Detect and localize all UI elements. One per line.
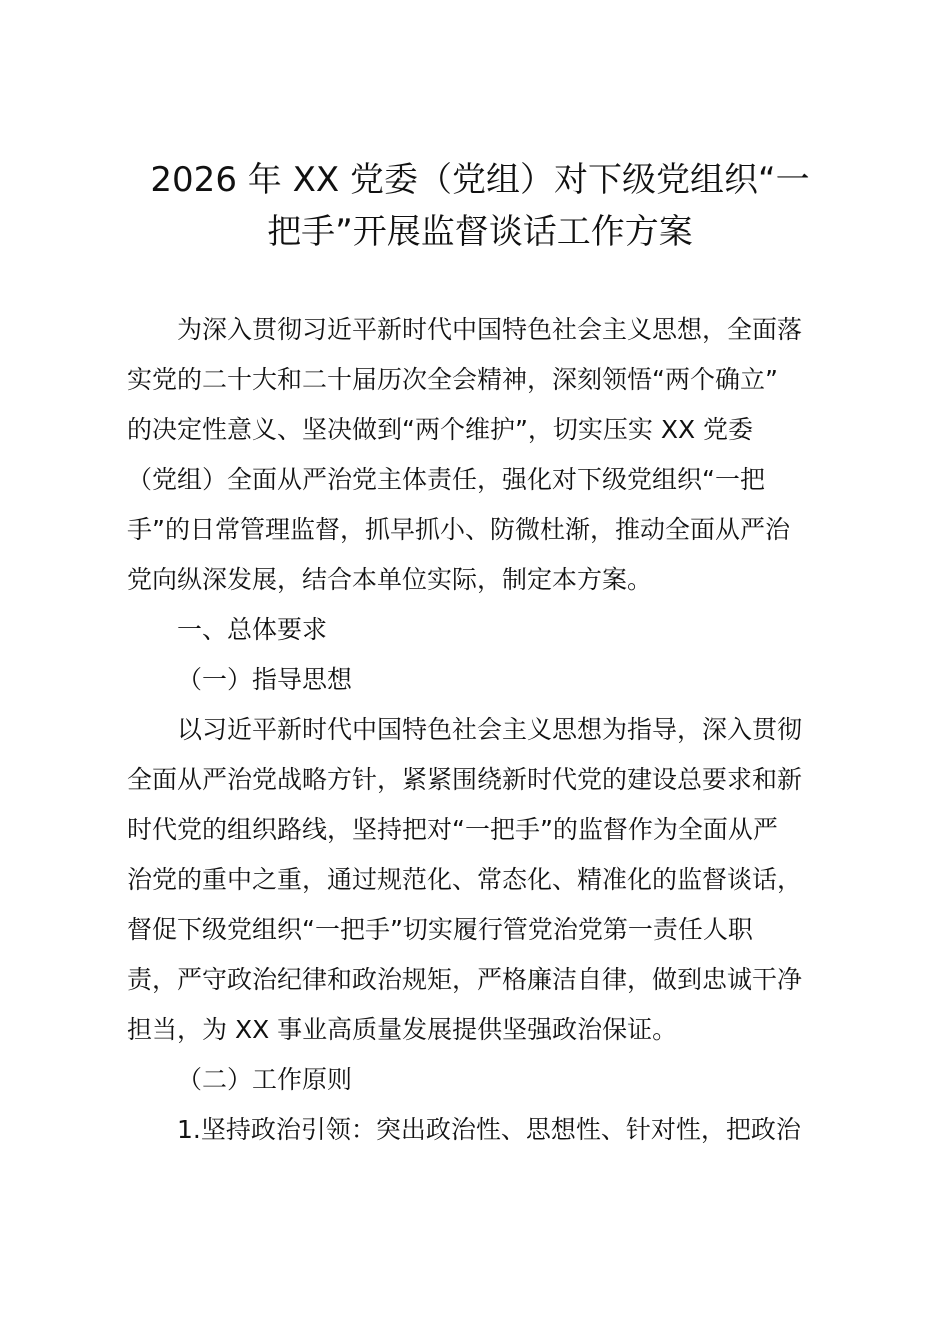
intro-paragraph-line: 的决定性意义、坚决做到“两个维护”，切实压实 XX 党委: [127, 415, 754, 444]
intro-paragraph-line: 为深入贯彻习近平新时代中国特色社会主义思想，全面落: [177, 315, 803, 344]
guiding-thought-line: 责，严守政治纪律和政治规矩，严格廉洁自律，做到忠诚干净: [127, 965, 803, 994]
document-title-line-1: 2026 年 XX 党委（党组）对下级党组织“一: [150, 160, 810, 200]
intro-paragraph-line: 实党的二十大和二十届历次全会精神，深刻领悟“两个确立”: [127, 365, 778, 394]
guiding-thought-line: 时代党的组织路线，坚持把对“一把手”的监督作为全面从严: [127, 815, 778, 844]
intro-paragraph-line: 党向纵深发展，结合本单位实际，制定本方案。: [127, 565, 653, 594]
guiding-thought-line: 担当，为 XX 事业高质量发展提供坚强政治保证。: [127, 1015, 678, 1044]
intro-paragraph-line: （党组）全面从严治党主体责任，强化对下级党组织“一把: [127, 465, 765, 494]
principle-line: 1.坚持政治引领：突出政治性、思想性、针对性，把政治: [177, 1115, 801, 1144]
section-heading: 一、总体要求: [177, 615, 328, 644]
guiding-thought-line: 以习近平新时代中国特色社会主义思想为指导，深入贯彻: [177, 715, 803, 744]
document-title-line-2: 把手”开展监督谈话工作方案: [267, 212, 693, 252]
guiding-thought-line: 全面从严治党战略方针，紧紧围绕新时代党的建设总要求和新: [127, 765, 803, 794]
subsection-heading: （一）指导思想: [177, 665, 353, 694]
guiding-thought-line: 督促下级党组织“一把手”切实履行管党治党第一责任人职: [127, 915, 753, 944]
guiding-thought-line: 治党的重中之重，通过规范化、常态化、精准化的监督谈话，: [127, 865, 803, 894]
intro-paragraph-line: 手”的日常管理监督，抓早抓小、防微杜渐，推动全面从严治: [127, 515, 790, 544]
subsection-heading: （二）工作原则: [177, 1065, 353, 1094]
